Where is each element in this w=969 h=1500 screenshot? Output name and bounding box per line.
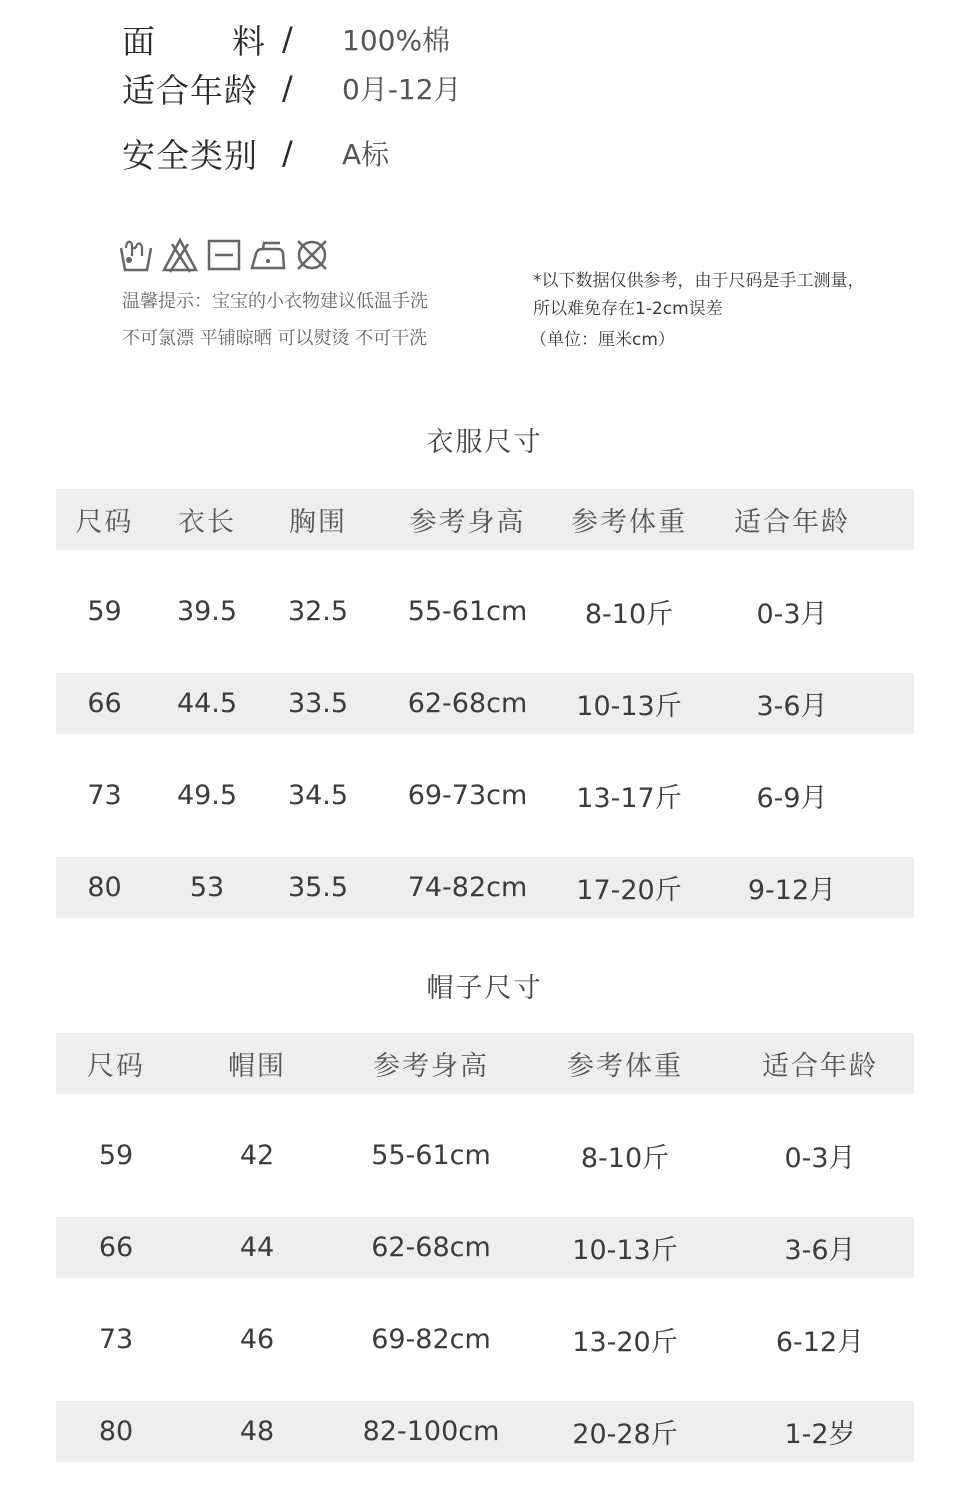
cell-age: 6-9月 [756, 783, 828, 814]
cell-length: 44.5 [176, 688, 238, 719]
spec-value-age: 0月-12月 [342, 73, 462, 106]
hat-size-table [56, 1033, 914, 1462]
spec-safety [122, 128, 389, 178]
cell-size: 66 [87, 688, 122, 719]
no-dry-clean-icon [294, 236, 330, 274]
cell-age: 9-12月 [747, 875, 837, 906]
spec-label-safety: 安全类别 [122, 135, 258, 175]
table-row [56, 581, 914, 642]
spec-separator: / [282, 134, 293, 172]
clothes-size-table [56, 489, 914, 918]
spec-value-fabric: 100%棉 [342, 24, 451, 57]
spec-label-char: 料 [232, 21, 266, 61]
cell-age: 0-3月 [756, 599, 828, 630]
header-size: 尺码 [75, 507, 134, 538]
cell-size: 66 [98, 1232, 134, 1263]
spec-label-char: 面 [122, 21, 156, 61]
header-height: 参考身高 [409, 507, 526, 538]
header-chest: 胸围 [289, 507, 347, 538]
no-bleach-icon [162, 236, 198, 274]
cell-height: 55-61cm [407, 596, 528, 627]
table-row [56, 857, 914, 918]
spec-fabric [122, 14, 450, 64]
table-row [56, 1217, 914, 1278]
cell-age: 3-6月 [784, 1235, 856, 1266]
spec-label-age: 适合年龄 [122, 70, 258, 110]
cell-height: 74-82cm [407, 872, 528, 903]
cell-height: 62-68cm [407, 688, 528, 719]
cell-size: 59 [87, 596, 122, 627]
table-row [56, 1125, 914, 1186]
note-unit: （单位：厘米cm） [530, 330, 675, 350]
header-weight: 参考体重 [567, 1051, 683, 1082]
cell-chest: 35.5 [287, 872, 349, 903]
spec-separator: / [282, 69, 293, 107]
hat-size-title: 帽子尺寸 [426, 973, 543, 1004]
header-age: 适合年龄 [734, 507, 850, 538]
header-size: 尺码 [87, 1051, 145, 1082]
cell-weight: 8-10斤 [584, 599, 674, 630]
cell-length: 49.5 [176, 780, 238, 811]
table-row [56, 765, 914, 826]
cell-weight: 20-28斤 [572, 1419, 678, 1450]
cell-age: 6-12月 [775, 1327, 865, 1358]
cell-weight: 8-10斤 [580, 1143, 670, 1174]
spec-age [122, 63, 462, 113]
cell-age: 1-2岁 [784, 1419, 856, 1450]
cell-size: 59 [98, 1140, 134, 1171]
header-hat-circumference: 帽围 [228, 1051, 286, 1082]
cell-weight: 17-20斤 [576, 875, 682, 906]
iron-icon [250, 236, 286, 274]
header-age: 适合年龄 [762, 1051, 878, 1082]
cell-length: 39.5 [176, 596, 238, 627]
cell-chest: 34.5 [287, 780, 349, 811]
cell-height: 69-73cm [407, 780, 528, 811]
header-weight: 参考体重 [571, 507, 687, 538]
header-length: 衣长 [178, 507, 236, 538]
header-height: 参考身高 [373, 1051, 489, 1082]
cell-height: 69-82cm [371, 1324, 491, 1355]
spec-label-fabric [122, 16, 266, 63]
care-tip-line1: 温馨提示：宝宝的小衣物建议低温手洗 [122, 291, 428, 312]
spec-value-safety: A标 [342, 138, 390, 171]
table-row [56, 673, 914, 734]
cell-weight: 13-20斤 [572, 1327, 678, 1358]
note-line1: *以下数据仅供参考，由于尺码是手工测量， [533, 271, 865, 291]
cell-weight: 13-17斤 [576, 783, 682, 814]
dry-flat-icon [206, 236, 242, 274]
cell-age: 3-6月 [756, 691, 828, 722]
cell-chest: 33.5 [287, 688, 349, 719]
cell-height: 62-68cm [371, 1232, 491, 1263]
table-row [56, 1401, 914, 1462]
care-icons [118, 236, 330, 274]
cell-weight: 10-13斤 [576, 691, 682, 722]
cell-height: 55-61cm [371, 1140, 491, 1171]
cell-chest: 32.5 [287, 596, 349, 627]
cell-size: 73 [87, 780, 122, 811]
cell-hat-circumference: 46 [239, 1324, 275, 1355]
cell-length: 53 [189, 872, 225, 903]
cell-size: 73 [98, 1324, 134, 1355]
care-tip-line2: 不可氯漂 平铺晾晒 可以熨烫 不可干洗 [122, 328, 428, 349]
clothes-size-title: 衣服尺寸 [426, 427, 543, 458]
cell-hat-circumference: 48 [239, 1416, 275, 1447]
cell-hat-circumference: 42 [239, 1140, 275, 1171]
spec-separator: / [282, 20, 293, 58]
cell-hat-circumference: 44 [239, 1232, 275, 1263]
cell-age: 0-3月 [784, 1143, 856, 1174]
cell-weight: 10-13斤 [572, 1235, 678, 1266]
table-header-row [56, 1033, 914, 1094]
cell-size: 80 [87, 872, 122, 903]
table-row [56, 1309, 914, 1370]
hand-wash-icon [118, 236, 154, 274]
table-header-row [56, 489, 914, 550]
cell-height: 82-100cm [362, 1416, 500, 1447]
cell-size: 80 [98, 1416, 134, 1447]
note-line2: 所以难免存在1-2cm误差 [533, 299, 723, 319]
